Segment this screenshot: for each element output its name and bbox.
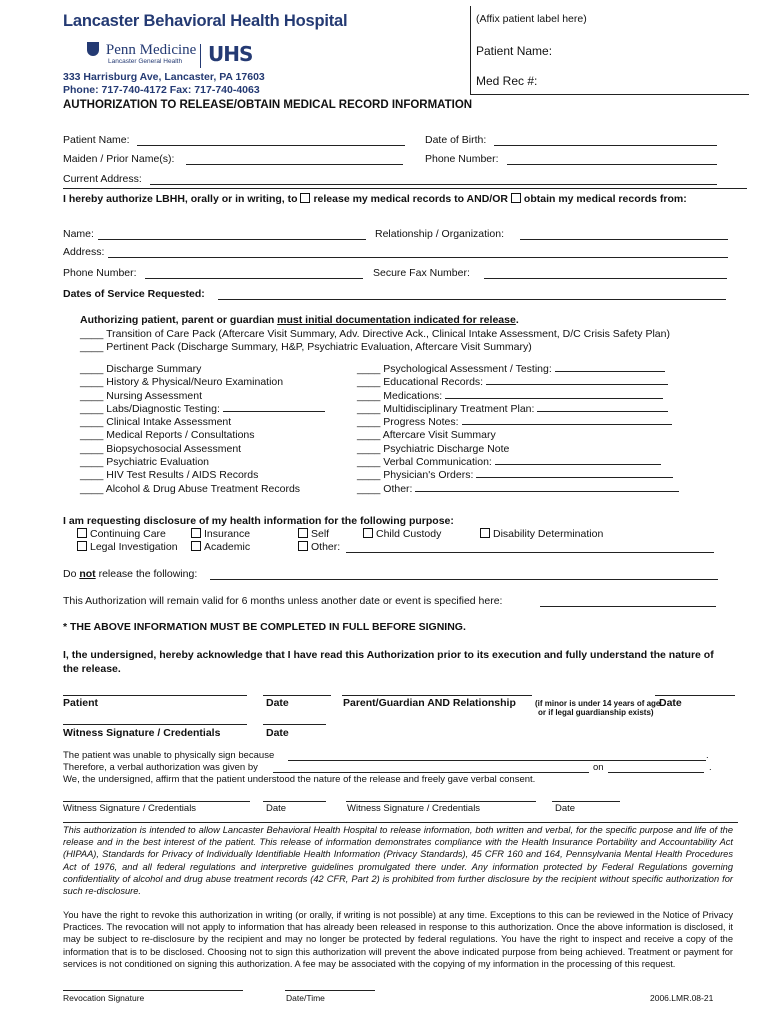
uhs-logo: UHS [208,42,253,66]
patient-label-box[interactable] [470,6,749,95]
minor-note-1: (if minor is under 14 years of age [535,699,661,708]
checkbox[interactable] [77,528,87,538]
acknowledgement: I, the undersigned, hereby acknowledge that I have read this Authorization prior to its execution and fully understand the nature of the release. [63,649,714,675]
section-divider [63,188,747,189]
record-label: Aftercare Visit Summary [382,429,496,442]
initial-blank[interactable]: ____ [357,363,381,375]
relationship-field[interactable] [520,239,728,240]
purpose-insurance[interactable] [191,528,250,540]
record-label: Pertinent Pack (Discharge Summary, H&P, Psychiatric Evaluation, Aftercare Visit Summary) [106,341,532,353]
record-item[interactable] [80,429,325,442]
record-label: Psychiatric Discharge Note [383,442,510,455]
revocation-date-label: Date/Time [286,993,325,1003]
obtain-label: obtain my medical records from: [523,193,687,205]
records-right-column [357,363,679,496]
label-patient-name: Patient Name: [476,44,553,58]
witness-date-label: Date [266,727,289,739]
initial-blank[interactable]: ____ [357,442,381,455]
guardian-sig-label: Parent/Guardian AND Relationship [343,697,516,709]
initial-blank[interactable]: ____ [80,376,104,389]
obtain-checkbox[interactable] [511,193,521,203]
record-label: Medical Reports / Consultations [106,429,255,442]
record-label: History & Physical/Neuro Examination [106,376,284,389]
maiden-name-field[interactable] [186,164,403,165]
record-item[interactable] [80,363,325,376]
progress-notes-field[interactable] [462,424,672,425]
patient-sig-label: Patient [63,697,99,709]
recipient-name-field[interactable] [98,239,366,240]
record-item[interactable] [357,403,679,416]
checkbox[interactable] [298,541,308,551]
purpose-continuing-care[interactable] [77,528,166,540]
purpose-legal[interactable] [77,541,178,553]
purpose-child-custody[interactable] [363,528,441,540]
record-item[interactable] [80,390,325,403]
dob-label: Date of Birth: [425,134,487,146]
do-not-c: release the following: [95,568,198,580]
witness2-sig-field[interactable] [346,801,536,802]
dates-of-service-field[interactable] [218,299,726,300]
legal-divider [63,822,738,823]
record-pack-pertinent[interactable] [80,341,532,353]
records-intro-c: . [515,314,519,326]
checkbox[interactable] [77,541,87,551]
patient-name-field[interactable] [137,145,405,146]
records-intro-a: Authorizing patient, parent or guardian [80,314,278,326]
logo-divider [200,44,201,68]
guardian-signature-field[interactable] [342,695,532,696]
initial-blank[interactable]: ____ [357,389,381,402]
minor-note-2: or if legal guardianship exists) [538,708,654,717]
guardian-date-label: Date [659,697,682,709]
record-item[interactable] [357,376,679,389]
form-title: AUTHORIZATION TO RELEASE/OBTAIN MEDICAL RECORD INFORMATION [63,99,473,111]
hospital-phone-fax: Phone: 717-740-4172 Fax: 717-740-4063 [63,84,260,96]
verbal-on: on [593,762,604,773]
witness-signature-field[interactable] [63,724,247,725]
do-not-b: not [79,568,96,580]
record-label: Nursing Assessment [106,389,202,402]
dob-field[interactable] [494,145,717,146]
record-item[interactable] [357,363,679,376]
record-item[interactable] [80,376,325,389]
record-item[interactable] [80,443,325,456]
record-label: HIV Test Results / AIDS Records [106,469,259,482]
record-label: Discharge Summary [106,363,202,375]
purpose-heading: I am requesting disclosure of my health information for the following purpose: [63,515,454,527]
fax-label: Secure Fax Number: [373,267,470,279]
option-label: Continuing Care [90,528,166,540]
records-intro [80,314,519,326]
other-records-field[interactable] [415,491,679,492]
record-item[interactable] [357,456,679,469]
lancaster-general-text: Lancaster General Health [108,58,183,65]
current-address-label: Current Address: [63,173,142,185]
patient-date-label: Date [266,697,289,709]
labs-field[interactable] [223,411,325,412]
do-not-release-label [63,568,197,580]
record-item[interactable] [357,429,679,442]
hospital-address: 333 Harrisburg Ave, Lancaster, PA 17603 [63,71,265,83]
penn-shield-icon [87,42,99,56]
authorize-statement [63,193,687,205]
medications-field[interactable] [445,398,663,399]
record-item[interactable] [80,469,325,482]
initial-blank[interactable]: ____ [80,402,104,415]
initial-blank[interactable]: ____ [80,328,104,340]
option-label: Child Custody [376,528,442,540]
initial-blank[interactable]: ____ [80,456,104,469]
initial-blank[interactable]: ____ [80,416,104,429]
validity-field[interactable] [540,606,716,607]
witness1-label: Witness Signature / Credentials [63,803,197,814]
revocation-label: Revocation Signature [63,993,145,1003]
verbal-line-2: Therefore, a verbal authorization was given by [63,762,258,773]
purpose-other[interactable] [298,541,340,553]
record-label: Verbal Communication: [383,456,492,469]
recipient-name-label: Name: [63,228,94,240]
initial-blank[interactable]: ____ [80,389,104,402]
option-label: Insurance [204,528,251,540]
dates-of-service-label: Dates of Service Requested: [63,288,205,300]
initial-blank[interactable]: ____ [357,456,381,469]
option-label: Disability Determination [493,528,604,540]
initial-blank[interactable]: ____ [80,482,104,495]
initial-blank[interactable]: ____ [357,429,381,442]
witness-date-field[interactable] [263,724,326,725]
initial-blank[interactable]: ____ [80,341,104,353]
verbal-line-1: The patient was unable to physically sign because [63,750,275,761]
record-item[interactable] [357,443,679,456]
unable-reason-field[interactable] [288,760,706,761]
initial-blank[interactable]: ____ [357,376,381,389]
maiden-name-label: Maiden / Prior Name(s): [63,153,175,165]
record-item[interactable] [80,483,325,496]
validity-text: This Authorization will remain valid for 6 months unless another date or event is specified here: [63,595,503,607]
record-label: Psychological Assessment / Testing: [383,363,552,375]
initial-blank[interactable]: ____ [80,442,104,455]
educational-field[interactable] [486,384,668,385]
purpose-disability[interactable] [480,528,603,540]
record-item[interactable] [357,469,679,482]
record-item[interactable] [80,456,325,469]
patient-phone-field[interactable] [507,164,717,165]
record-label: Transition of Care Pack (Aftercare Visit Summary, Adv. Directive Ack., Clinical Intake Assessment, D/C Crisis Safety Plan) [106,328,670,340]
record-label: Alcohol & Drug Abuse Treatment Records [105,482,301,495]
patient-name-label: Patient Name: [63,134,130,146]
relationship-label: Relationship / Organization: [375,228,504,240]
purpose-self[interactable] [298,528,329,540]
patient-phone-label: Phone Number: [425,153,499,165]
record-item[interactable] [357,483,679,496]
record-label: Biopsychosocial Assessment [106,442,242,455]
witness1-date-label: Date [266,803,287,814]
record-item[interactable] [80,403,325,416]
recipient-address-label: Address: [63,246,105,258]
recipient-address-field[interactable] [108,257,728,258]
witness1-sig-field[interactable] [63,801,250,802]
release-label: release my medical records to AND/OR [313,193,508,205]
patient-date-field[interactable] [263,695,331,696]
recipient-phone-label: Phone Number: [63,267,137,279]
do-not-a: Do [63,568,80,580]
initial-blank[interactable]: ____ [357,402,381,415]
checkbox[interactable] [480,528,490,538]
initial-blank[interactable]: ____ [80,469,104,482]
revocation-sig-field[interactable] [63,990,243,991]
current-address-field[interactable] [150,184,717,185]
record-label: Educational Records: [383,376,484,389]
record-item[interactable] [357,416,679,429]
authorize-prefix: I hereby authorize LBHH, orally or in writing, to [63,193,298,205]
witness-sig-label: Witness Signature / Credentials [63,727,221,739]
checkbox[interactable] [191,541,201,551]
option-label: Other: [311,541,341,553]
initial-blank[interactable]: ____ [80,363,104,375]
record-label: Psychiatric Evaluation [106,456,209,469]
guardian-date-field[interactable] [655,695,735,696]
revocation-date-field[interactable] [285,990,375,991]
verbal-date-field[interactable] [608,772,704,773]
initial-blank[interactable]: ____ [357,469,381,482]
initial-blank[interactable]: ____ [357,416,381,429]
label-med-rec: Med Rec #: [476,74,538,88]
completion-notice: * THE ABOVE INFORMATION MUST BE COMPLETED IN FULL BEFORE SIGNING. [63,621,466,633]
legal-paragraph: This authorization is intended to allow Lancaster Behavioral Health Hospital to release information, both written and verbal, for the specific purpose and life of the release and in the best interest of the patient. This release of information demonstrates compliance with the Health Insurance Portability and Accountability Act (HIPAA), Standards for Privacy of Individually Identifiable Health Information (Privacy Standards), 45 CFR 160 and 164, Pennsylvania Mental Health Procedures Act of 1976, and all federal regulations and interpretive guidelines promulgated there under. Any information protected by Federal Regulations governing confidentiality of alcohol and drug abuse treatment records (42 CFR, Part 2) is prohibited from further disclosure by the recipient without specific authorization for such re-disclosure. [63,825,733,897]
penn-medicine-text: Penn Medicine [105,42,197,58]
penn-medicine-logo [87,42,196,59]
verbal-comm-field[interactable] [495,464,661,465]
record-item[interactable] [357,390,679,403]
treatment-plan-field[interactable] [537,411,668,412]
purpose-other-field[interactable] [346,552,714,553]
initial-blank[interactable]: ____ [357,482,381,495]
purpose-academic[interactable] [191,541,250,553]
initial-blank[interactable]: ____ [80,429,104,442]
do-not-release-field[interactable] [210,579,718,580]
rights-paragraph: You have the right to revoke this authorization in writing (or orally, if writing is not possible) at any time. Exceptions to this can be reviewed in the Notice of Privacy Practices. The revocation will not apply to information that has already been released in response to this authorization. Once the above information is disclosed, it may be subject to re-disclosure by the recipient and may no longer be protected by federal regulations. You have the right to inspect and receive a copy of the information that is to be disclosed. Choosing not to sign this authorization will prevent the above indicated purpose from being achieved. Treatment or payment for services is not conditioned on signing this authorization. A fee may be associated with the copying of my information in the processing of this request. [63,910,733,969]
record-pack-transition[interactable] [80,328,670,340]
release-checkbox[interactable] [300,193,310,203]
witness2-date-field[interactable] [552,801,620,802]
checkbox[interactable] [363,528,373,538]
record-label: Clinical Intake Assessment [106,416,232,429]
verbal-given-by-field[interactable] [273,772,589,773]
option-label: Academic [204,541,251,553]
record-label: Labs/Diagnostic Testing: [106,402,220,415]
records-left-column [80,363,325,496]
record-label: Other: [383,482,413,495]
period: . [706,750,709,761]
option-label: Self [311,528,330,540]
option-label: Legal Investigation [90,541,178,553]
record-label: Progress Notes: [383,416,459,429]
record-label: Physician's Orders: [383,469,474,482]
checkbox[interactable] [191,528,201,538]
record-item[interactable] [80,416,325,429]
records-intro-b: must initial documentation indicated for release [277,314,516,326]
affix-label-text: (Affix patient label here) [476,13,587,25]
verbal-line-3: We, the undersigned, affirm that the patient understood the nature of the release and freely gave verbal consent. [63,774,536,785]
record-label: Medications: [383,389,443,402]
fax-field[interactable] [484,278,727,279]
witness1-date-field[interactable] [263,801,326,802]
physician-orders-field[interactable] [476,477,673,478]
witness2-label: Witness Signature / Credentials [347,803,481,814]
psych-testing-field[interactable] [555,371,665,372]
recipient-phone-field[interactable] [145,278,363,279]
record-label: Multidisciplinary Treatment Plan: [383,402,535,415]
form-code: 2006.LMR.08-21 [650,993,714,1003]
checkbox[interactable] [298,528,308,538]
hospital-name: Lancaster Behavioral Health Hospital [63,12,348,30]
witness2-date-label: Date [555,803,576,814]
period: . [709,762,712,773]
patient-signature-field[interactable] [63,695,247,696]
